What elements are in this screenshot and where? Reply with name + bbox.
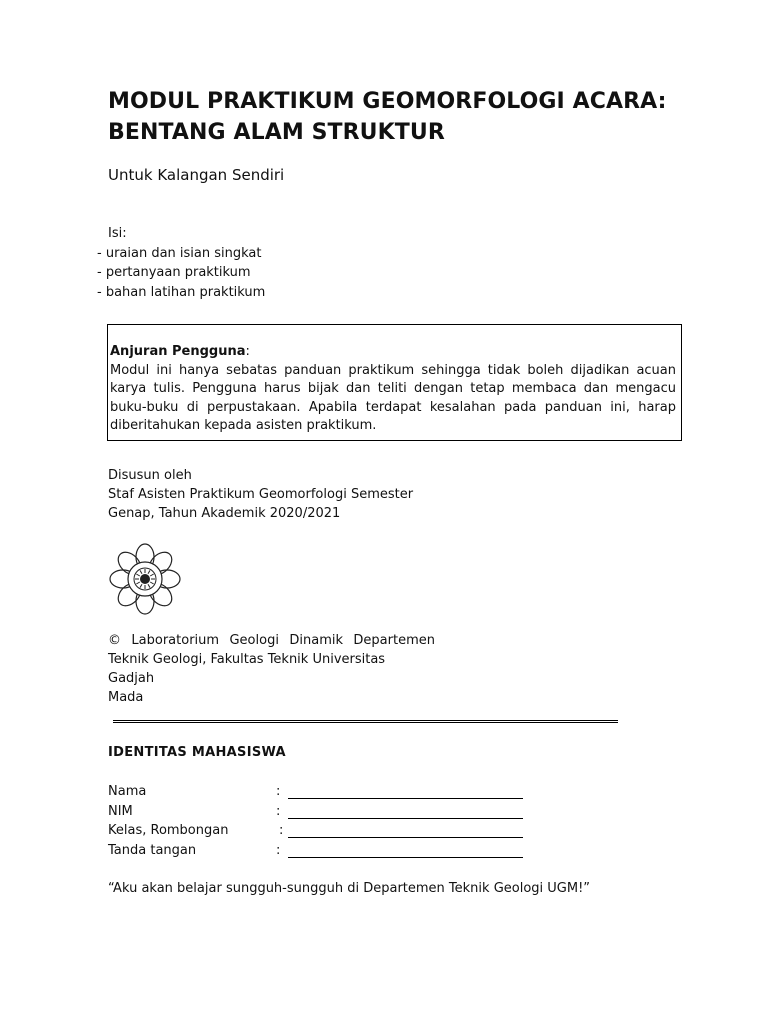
identity-row-class bbox=[108, 821, 528, 841]
title-line-2: BENTANG ALAM STRUKTUR bbox=[108, 120, 445, 145]
signature-blank-line[interactable] bbox=[288, 857, 523, 858]
identity-row-name bbox=[108, 782, 528, 802]
field-colon: : bbox=[279, 823, 284, 838]
field-colon: : bbox=[276, 842, 281, 858]
name-blank-line[interactable] bbox=[288, 798, 523, 799]
contents-heading: Isi: bbox=[108, 226, 127, 241]
field-label: NIM bbox=[108, 803, 133, 819]
notice-label: Anjuran Pengguna bbox=[110, 344, 246, 359]
double-divider bbox=[113, 720, 618, 723]
class-blank-line[interactable] bbox=[288, 837, 523, 838]
list-item: - bahan latihan praktikum bbox=[97, 284, 266, 300]
field-label: Nama bbox=[108, 784, 147, 799]
notice-text: Modul ini hanya sebatas panduan praktikum sehingga tidak boleh dijadikan acuan karya tulis. Pengguna harus bijak dan teliti dengan tetap membaca dan mengacu buku-buku di perpustakaan. Apabila terdapat kesalahan pada panduan ini, harap diberitahukan kepada asisten praktikum. bbox=[110, 362, 676, 433]
copyright-line-3: Mada bbox=[108, 690, 144, 705]
field-colon: : bbox=[276, 784, 281, 799]
title-line-1: MODUL PRAKTIKUM GEOMORFOLOGI ACARA: bbox=[108, 89, 667, 114]
identity-title: IDENTITAS MAHASISWA bbox=[108, 745, 286, 760]
list-item: - uraian dan isian singkat bbox=[97, 245, 262, 261]
university-seal-icon bbox=[108, 542, 182, 616]
list-item: - pertanyaan praktikum bbox=[97, 265, 251, 280]
copyright-line-2: Teknik Geologi, Fakultas Teknik Universitas Gadjah bbox=[108, 652, 386, 686]
nim-blank-line[interactable] bbox=[288, 818, 523, 819]
subtitle: Untuk Kalangan Sendiri bbox=[108, 166, 285, 184]
identity-form bbox=[108, 782, 528, 860]
author-line-2: Staf Asisten Praktikum Geomorfologi Semester bbox=[108, 487, 414, 502]
copyright-line-1: © Laboratorium Geologi Dinamik Departemen bbox=[108, 633, 435, 648]
contents-list bbox=[97, 224, 265, 302]
field-label: Kelas, Rombongan bbox=[108, 823, 229, 838]
author-block bbox=[108, 466, 428, 523]
identity-row-nim bbox=[108, 802, 528, 822]
field-colon: : bbox=[276, 803, 281, 819]
identity-row-signature bbox=[108, 841, 528, 861]
copyright-block bbox=[108, 631, 435, 707]
user-notice-box bbox=[107, 324, 682, 441]
field-label: Tanda tangan bbox=[108, 842, 197, 858]
notice-colon: : bbox=[245, 344, 250, 359]
document-title bbox=[108, 86, 668, 148]
author-line-1: Disusun oleh bbox=[108, 468, 192, 483]
motto-quote: “Aku akan belajar sungguh-sungguh di Departemen Teknik Geologi UGM!” bbox=[108, 881, 591, 896]
author-line-3: Genap, Tahun Akademik 2020/2021 bbox=[108, 506, 341, 521]
